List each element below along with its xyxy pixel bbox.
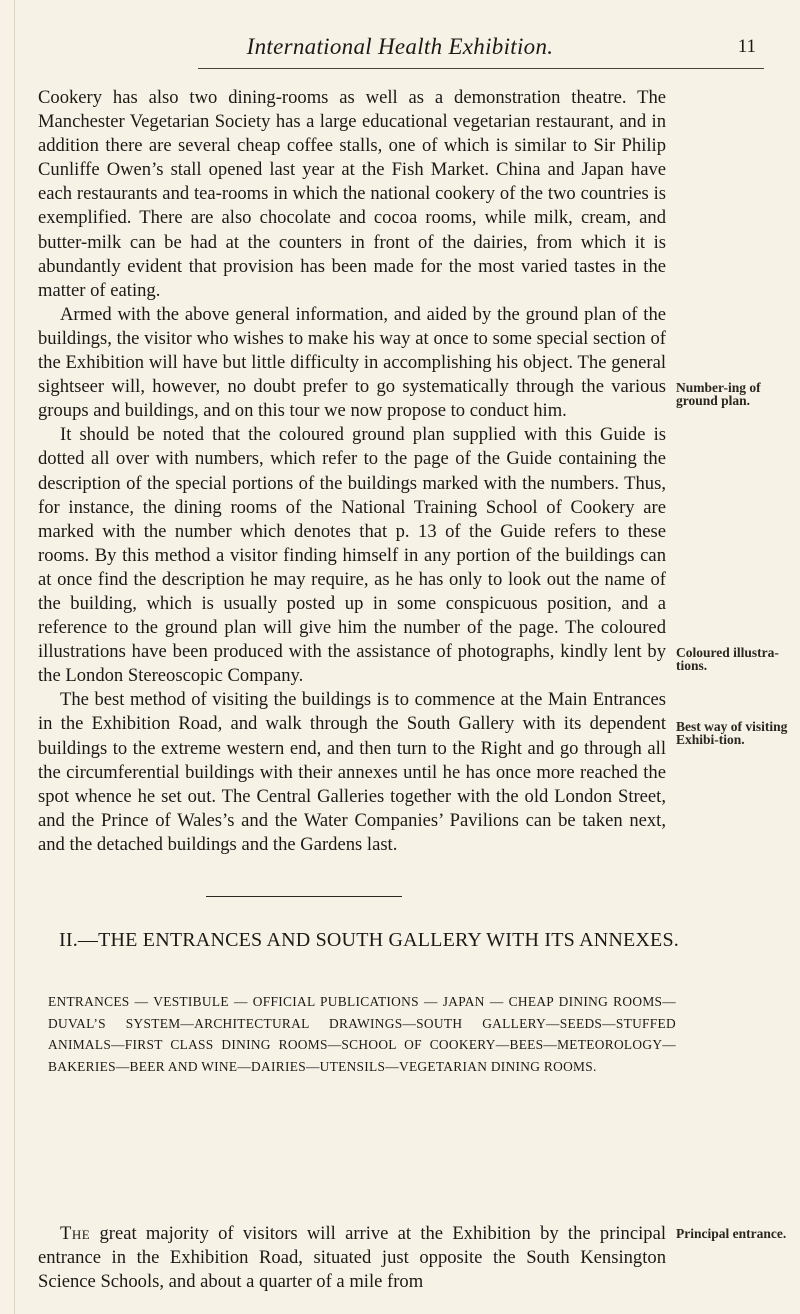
section-rule [206, 896, 402, 897]
paragraph-numbering: It should be noted that the coloured ground plan supplied with this Guide is dotted all over with numbers, which refer to the page of the Guide containing the description of the special portions of the buildings marked with the numbers. Thus, for instance, the dining rooms of the National Training School of Cookery are marked with the number which denotes that p. 13 of the Guide refers to these rooms. By this method a visitor finding himself in any portion of the buildings can at once find the description he may require, as he has only to look out the name of the building, which is usually posted up in some conspicuous position, and a reference to the ground plan will give him the number of the page. The coloured illustrations have been produced with the assistance of photographs, kindly lent by the London Stereoscopic Company. [38, 424, 666, 687]
paragraph-principal-entrance [38, 1222, 666, 1294]
body-text [38, 86, 666, 857]
paragraph-ground-plan-info: Armed with the above general information, and aided by the ground plan of the buildings, the visitor who wishes to make his way at once to some special section of the Exhibition will have but little difficulty in accomplishing his object. The general sightseer will, however, no doubt prefer to go systematically through the various groups and buildings, and on this tour we now propose to conduct him. [38, 303, 666, 422]
section-contents: ENTRANCES — VESTIBULE — OFFICIAL PUBLICATIONS — JAPAN — CHEAP DINING ROOMS—DUVAL’S SYSTEM—ARCHITECTURAL DRAWINGS—SOUTH GALLERY—SEEDS—STUFFED ANIMALS—FIRST CLASS DINING ROOMS—SCHOOL OF COOKERY—BEES—METEOROLOGY—BAKERIES—BEER AND WINE—DAIRIES—UTENSILS—VEGETARIAN DINING ROOMS. [48, 994, 676, 1074]
first-word: The [60, 1223, 91, 1244]
page-number: 11 [737, 36, 756, 57]
header-rule [198, 68, 764, 69]
sidenote-coloured-illustrations: Coloured illustra-tions. [676, 645, 779, 673]
closing-text: great majority of visitors will arrive at the Exhibition by the principal entrance in the Exhibition Road, situated just opposite the South Kensington Science Schools, and about a quarter of a mile from [38, 1223, 666, 1293]
closing-paragraph [38, 1222, 666, 1294]
gutter-edge [14, 0, 15, 1314]
running-title: International Health Exhibition. [246, 34, 554, 59]
sidenote-best-way: Best way of visiting Exhibi-tion. [676, 719, 788, 747]
section-heading: II.—THE ENTRANCES AND SOUTH GALLERY WITH ITS ANNEXES. [58, 929, 679, 951]
page-header [0, 28, 800, 68]
sidenote-principal-entrance: Principal entrance. [676, 1226, 787, 1241]
paragraph-cookery: Cookery has also two dining-rooms as well as a demonstration theatre. The Manchester Vegetarian Society has a large educational vegetarian restaurant, and in addition there are several cheap coffee stalls, one of which is similar to Sir Philip Cunliffe Owen’s stall opened last year at the Fish Market. China and Japan have each restaurants and tea-rooms in which the national cookery of the two countries is exemplified. There are also chocolate and cocoa rooms, while milk, cream, and butter-milk can be had at the counters in front of the dairies, from which it is abundantly evident that provision has been made for the most varied tastes in the matter of eating. [38, 87, 666, 301]
sidenote-numbering: Number-ing of ground plan. [676, 380, 761, 408]
paragraph-best-method: The best method of visiting the buildings is to commence at the Main Entrances in the Exhibition Road, and walk through the South Gallery with its dependent buildings to the extreme western end, and then turn to the Right and go through all the circumferential buildings with their annexes until he has once more reached the spot whence he set out. The Central Galleries together with the old London Street, and the Prince of Wales’s and the Water Companies’ Pavilions can be taken next, and the detached buildings and the Gardens last. [38, 689, 666, 855]
